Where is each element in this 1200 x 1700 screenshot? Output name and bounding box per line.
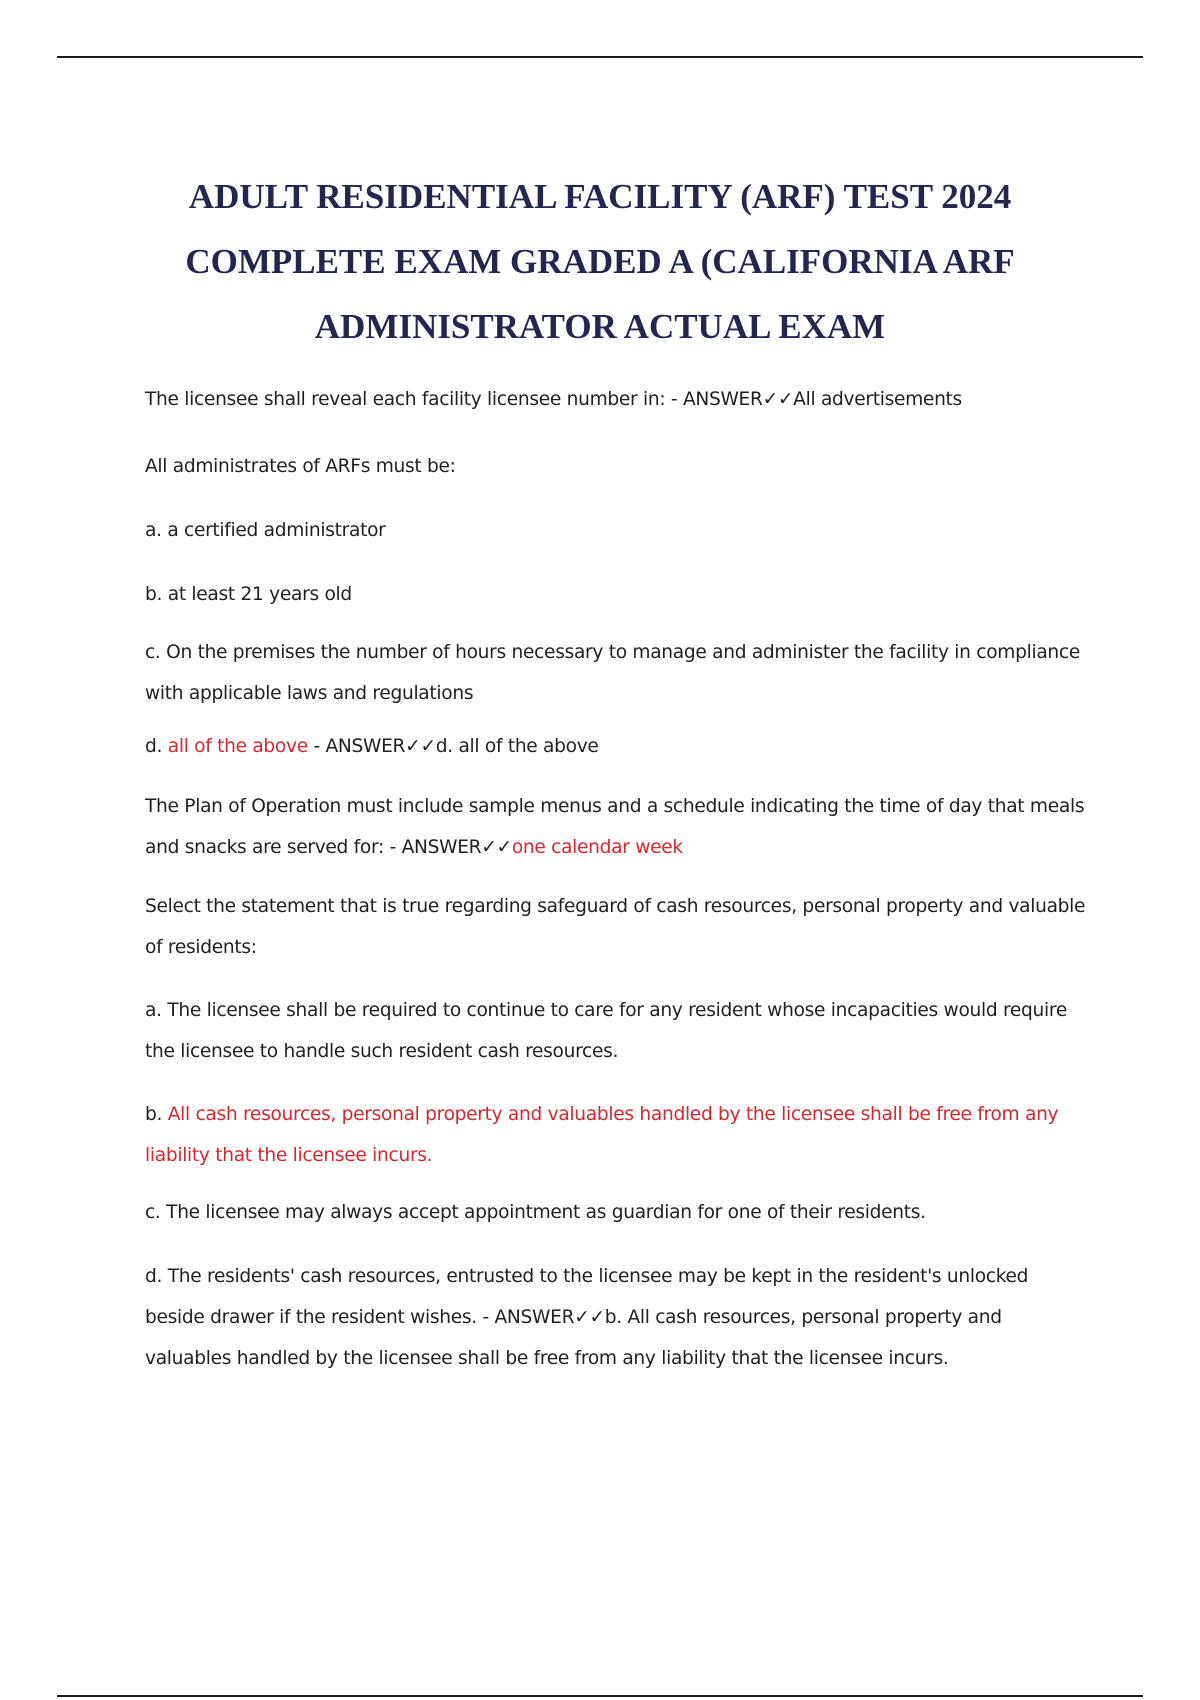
question-3 xyxy=(145,786,1090,868)
option-b-prefix: b. xyxy=(145,1104,168,1125)
option-d-highlight: all of the above xyxy=(167,736,308,757)
question-4-option-a: a. The licensee shall be required to continue to care for any resident whose incapacities would require the licensee to handle such resident cash resources. xyxy=(145,1000,1067,1062)
document-title xyxy=(100,164,1100,359)
question-4-option-b xyxy=(145,1094,1090,1176)
question-4-option-d: d. The residents' cash resources, entrusted to the licensee may be kept in the resident's unlocked beside drawer if the resident wishes. - ANSWER✓✓b. All cash resources, personal property and valuables handled by the licensee shall be free from any liability that the licensee incurs. xyxy=(145,1266,1029,1369)
option-d-prefix: d. xyxy=(145,736,168,757)
question-3-answer-highlight: one calendar week xyxy=(511,837,683,858)
title-line-3: ADMINISTRATOR ACTUAL EXAM xyxy=(314,307,886,346)
question-1: The licensee shall reveal each facility licensee number in: - ANSWER✓✓All advertisements xyxy=(145,389,962,410)
question-2-stem: All administrates of ARFs must be: xyxy=(145,456,456,477)
title-line-2: COMPLETE EXAM GRADED A (CALIFORNIA ARF xyxy=(185,242,1015,281)
question-2-option-c: c. On the premises the number of hours necessary to manage and administer the facility in compliance with applicable laws and regulations xyxy=(145,642,1080,704)
question-4-stem: Select the statement that is true regarding safeguard of cash resources, personal property and valuable of residents: xyxy=(145,896,1086,958)
option-b-highlight: All cash resources, personal property and valuables handled by the licensee shall be free from any liability that the licensee incurs. xyxy=(145,1104,1059,1166)
exam-content xyxy=(145,385,1090,1379)
option-d-answer: - ANSWER✓✓d. all of the above xyxy=(307,736,599,757)
question-2-option-a: a. a certified administrator xyxy=(145,520,386,541)
question-2-option-d xyxy=(145,732,1090,762)
question-4-option-c: c. The licensee may always accept appointment as guardian for one of their residents. xyxy=(145,1202,926,1223)
question-3-text: The Plan of Operation must include sample menus and a schedule indicating the time of day that meals and snacks are served for: - ANSWER✓✓ xyxy=(145,796,1085,858)
bottom-rule xyxy=(57,1695,1143,1697)
title-line-1: ADULT RESIDENTIAL FACILITY (ARF) TEST 2024 xyxy=(188,177,1012,216)
question-2-option-b: b. at least 21 years old xyxy=(145,584,352,605)
top-rule xyxy=(57,56,1143,58)
